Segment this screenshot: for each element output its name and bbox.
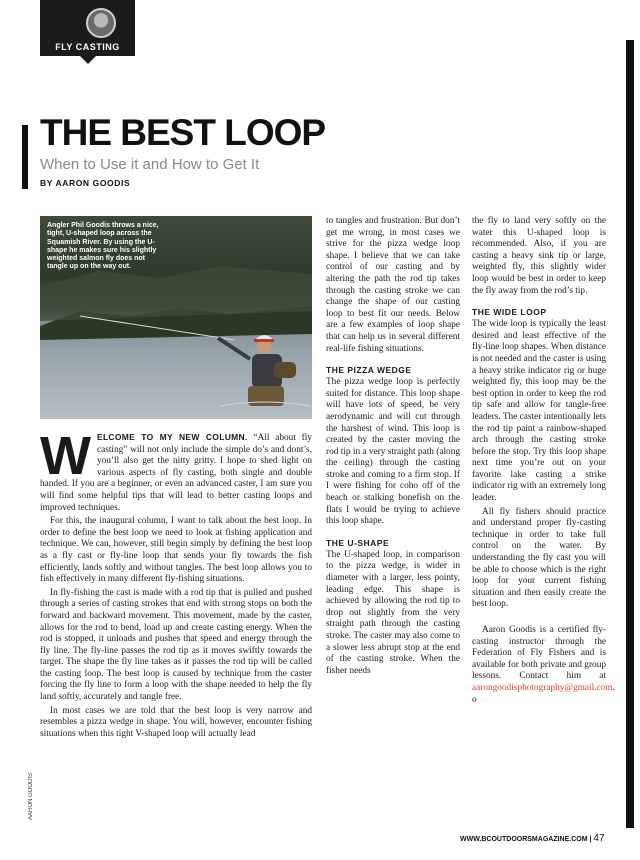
subhead-u-shape: THE U-SHAPE (326, 537, 390, 548)
angler-photo (40, 216, 312, 419)
section-tab-notch (80, 56, 96, 64)
magazine-url[interactable]: WWW.BCOUTDOORSMAGAZINE.COM (460, 836, 588, 843)
article-byline: BY AARON GOODIS (40, 178, 131, 188)
paragraph: The wide loop is typically the least desired and least effective of the fly-line loop shapes. When distance is not needed and the caster is using a heavy strike indicator rig or huge weighted fly, this loop may be the best option in order to keep the rod tip safe and allow for tangle-free leaders. The caster intentionally lets the rod tip paint a rainbow-shaped arch through the casting stroke before the stop. Try this loop shape next time you’re out on your favorite lake casting a strike indicator rig with an extremely long leader. (472, 319, 606, 504)
paragraph: to tangles and frustration. But don’t get me wrong, in most cases we strive for the pizza wedge loop shape. I believe that we can take control of our casting and by altering the path the rod tip takes through the casting stroke we can change the shape of our casting loop to best fit our needs. Below are a few examples of loop shape that can help us in several different real-life fishing situations. (326, 216, 460, 354)
paragraph: The U-shaped loop, in comparison to the pizza wedge, is wider in diameter with a larger, less pointy, leading edge. This shape is achieved by allowing the rod tip to drop out slightly from the very straight path through the casting stroke. The caster may also come to a slower less abrupt stop at the end of the casting stroke. When the fisher needs (326, 549, 460, 676)
paragraph: In fly-fishing the cast is made with a rod tip that is pulled and pushed through a series of casting strokes that end with strong stops on both the forward and backward movement. This movement, made by the caster, allows for the rod to bend, load up and create casting energy. When the rod is stopped, it unloads and pushes that speed and energy through the fly line. The fly-line passes the rod tip as it moves swiftly towards the target. The shape the fly line takes as it passes the rod tip will be called the casting loop. The best loop is caused by technique from the caster forcing the fly line to form a loop with the shape needed to help the fly land softly, accurately and tangle free. (40, 587, 312, 703)
column-2 (326, 216, 460, 679)
article-title: THE BEST LOOP (40, 112, 326, 153)
column-1 (40, 426, 312, 742)
lead-paragraph (40, 426, 312, 514)
paragraph: the fly to land very softly on the water this U-shaped loop is recommended. Also, if you are casting a heavy sink tip or large, weighted fly, this slightly wider loop would be best in order to keep the fly away from the rod’s tip. (472, 216, 606, 296)
section-label: FLY CASTING (55, 42, 120, 52)
paragraph: All fly fishers should practice and understand proper fly-casting technique in order to take full control on the water. By understanding the fly cast you will be able to choose which is the right loop for your current fishing situation and then easily create the best loop. (472, 506, 606, 610)
bio-text: Aaron Goodis is a certified fly-casting instructor through the Federation of Fly Fishers and is available for both private and group lessons. Contact him at (472, 625, 606, 682)
photo-caption: Angler Phil Goodis throws a nice, tight, U-shaped loop across the Squamish River. By using the U-shape he makes sure his slightly weighted salmon fly does not tangle up on the way out. (47, 222, 159, 271)
dropcap: W (40, 426, 91, 486)
photo-credit: AARON GOODIS (28, 772, 34, 820)
lead-text: “All about fly casting” will not only include the simple do’s and dont’s, you’ll also get the nitty gritty. I hope to shed light on various aspects of fly casting, both single and double handed. If you are a beginner, or even an advanced caster, I am sure you will find some helpful tips that will lead to better casting loops and improved techniques. (40, 433, 312, 513)
column-3 (472, 216, 615, 708)
author-avatar (86, 8, 116, 38)
paragraph: In most cases we are told that the best loop is very narrow and resembles a pizza wedge in shape. You will, however, encounter fishing situations when this tight V-shaped loop will actually lead (40, 705, 312, 739)
paragraph: The pizza wedge loop is perfectly suited for distance. This loop shape will have lots of speed, be very aerodynamic and will cut through the harshest of wind. This loop is created by the caster moving the rod tip in a very straight path (along the ceiling) through the casting stroke and coming to a firm stop. If I were fishing for coho off of the beach or stalking bonefish on the flats I would be trying to achieve this loop shape. (326, 377, 460, 527)
subhead-pizza-wedge: THE PIZZA WEDGE (326, 365, 412, 376)
author-bio (472, 625, 615, 706)
page-edge-bar (626, 40, 634, 828)
page-number: 47 (593, 833, 605, 844)
article-subtitle: When to Use it and How to Get It (40, 156, 260, 173)
lead-caps: ELCOME TO MY NEW COLUMN. (96, 432, 248, 442)
page-footer: WWW.BCOUTDOORSMAGAZINE.COM | 47 (460, 833, 605, 844)
author-email-link[interactable]: aarongoodisphotography@gmail.com (472, 682, 613, 693)
angler-figure (218, 335, 296, 406)
bio-end: . o (472, 682, 615, 705)
title-accent-bar (22, 125, 28, 189)
paragraph: For this, the inaugural column, I want to talk about the best loop. In order to define the best loop we need to look at fishing application and technique. We can, however, still begin simply by defining the best loop as a fly cast or fly-line loop that sends your fly towards the fish efficiently, lands softly and without tangles. The best loop allows you to fish effectively in many different fly-fishing situations. (40, 516, 312, 585)
subhead-wide-loop: THE WIDE LOOP (472, 307, 547, 318)
